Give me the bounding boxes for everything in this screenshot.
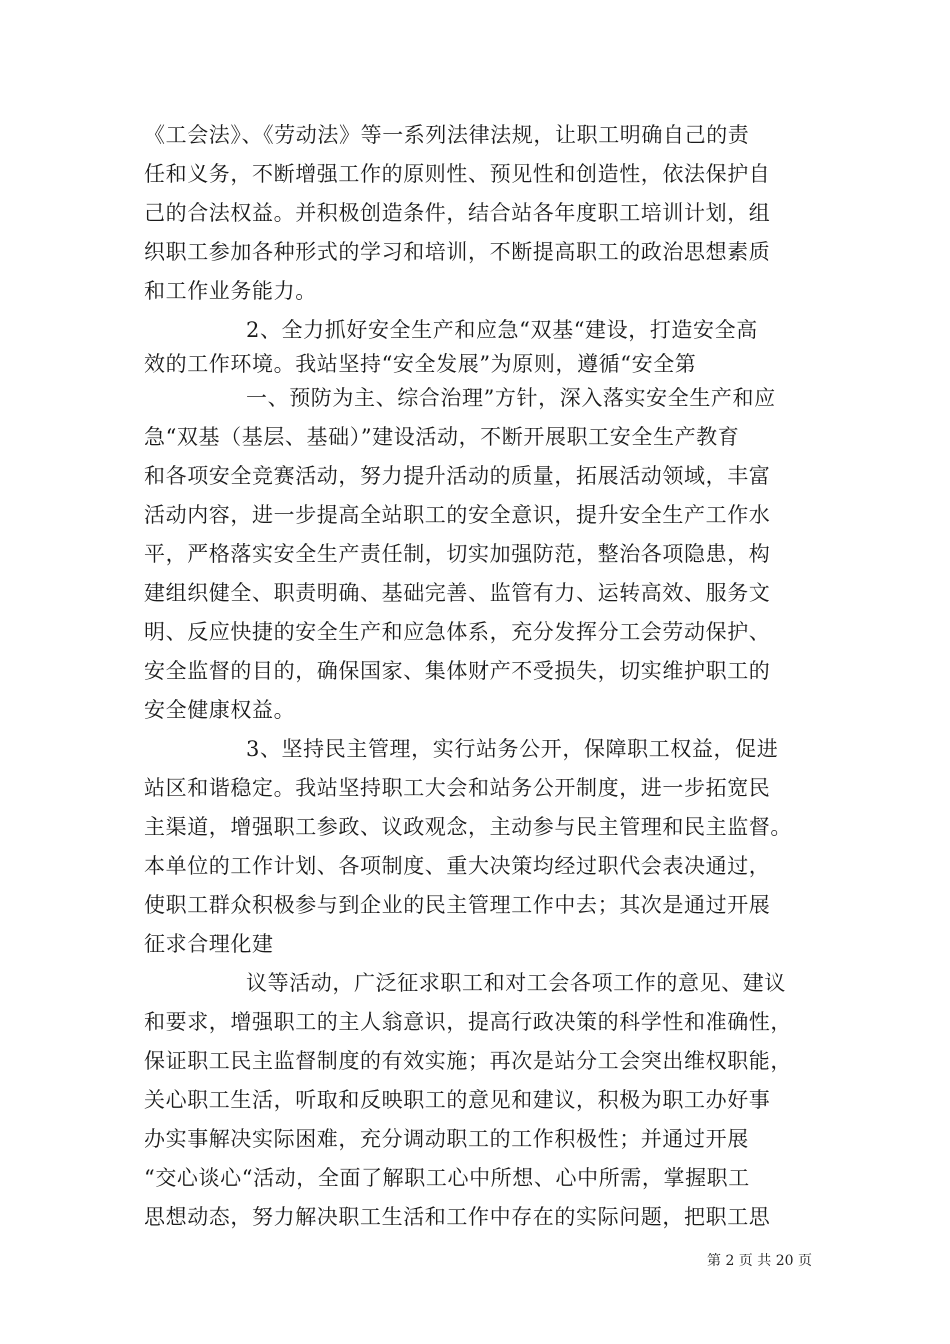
paragraph-heading-3: 3、坚持民主管理，实行站务公开，保障职工权益，促进 — [246, 737, 779, 761]
text-line: 本单位的工作计划、各项制度、重大决策均经过职代会表决通过， — [144, 854, 771, 878]
text-line: 己的合法权益。并积极创造条件，结合站各年度职工培训计划，组 — [144, 201, 771, 225]
text-line: 征求合理化建 — [144, 932, 274, 956]
text-line: 主渠道，增强职工参政、议政观念，主动参与民主管理和民主监督。 — [144, 815, 792, 839]
text-line: 保证职工民主监督制度的有效实施；再次是站分工会突出维权职能， — [144, 1049, 792, 1073]
text-line: 安全健康权益。 — [144, 698, 296, 722]
text-line: 一、预防为主、综合治理”方针，深入落实安全生产和应 — [246, 386, 776, 410]
text-line: 急“双基（基层、基础）”建设活动，不断开展职工安全生产教育 — [144, 425, 740, 449]
paragraph-heading-2: 2、全力抓好安全生产和应急“双基“建设，打造安全高 — [246, 318, 758, 342]
text-line: 使职工群众积极参与到企业的民主管理工作中去；其次是通过开展 — [144, 893, 771, 917]
text-line: 议等活动，广泛征求职工和对工会各项工作的意见、建议 — [246, 971, 786, 995]
text-line: 思想动态，努力解决职工生活和工作中存在的实际问题，把职工思 — [144, 1205, 771, 1229]
text-line: 站区和谐稳定。我站坚持职工大会和站务公开制度，进一步拓宽民 — [144, 776, 771, 800]
text-line: 办实事解决实际困难，充分调动职工的工作积极性；并通过开展 — [144, 1127, 749, 1151]
text-line: 和工作业务能力。 — [144, 279, 317, 303]
text-line: 织职工参加各种形式的学习和培训，不断提高职工的政治思想素质 — [144, 240, 771, 264]
text-line: 和要求，增强职工的主人翁意识，提高行政决策的科学性和准确性， — [144, 1010, 792, 1034]
text-line: 关心职工生活，听取和反映职工的意见和建议，积极为职工办好事 — [144, 1088, 771, 1112]
text-line: “交心谈心“活动，全面了解职工心中所想、心中所需，掌握职工 — [144, 1166, 750, 1190]
text-line: 明、反应快捷的安全生产和应急体系，充分发挥分工会劳动保护、 — [144, 620, 771, 644]
text-line: 平，严格落实安全生产责任制，切实加强防范，整治各项隐患，构 — [144, 542, 771, 566]
text-line: 任和义务，不断增强工作的原则性、预见性和创造性，依法保护自 — [144, 162, 771, 186]
page-number: 第 2 页 共 20 页 — [707, 1253, 812, 1269]
text-line: 安全监督的目的，确保国家、集体财产不受损失，切实维护职工的 — [144, 659, 771, 683]
text-line: 《工会法》、《劳动法》等一系列法律法规，让职工明确自己的责 — [144, 123, 750, 147]
text-line: 和各项安全竞赛活动，努力提升活动的质量，拓展活动领域，丰富 — [144, 464, 771, 488]
text-line: 建组织健全、职责明确、基础完善、监管有力、运转高效、服务文 — [144, 581, 771, 605]
text-line: 活动内容，进一步提高全站职工的安全意识，提升安全生产工作水 — [144, 503, 771, 527]
text-line: 效的工作环境。我站坚持“安全发展”为原则，遵循“安全第 — [144, 352, 697, 376]
